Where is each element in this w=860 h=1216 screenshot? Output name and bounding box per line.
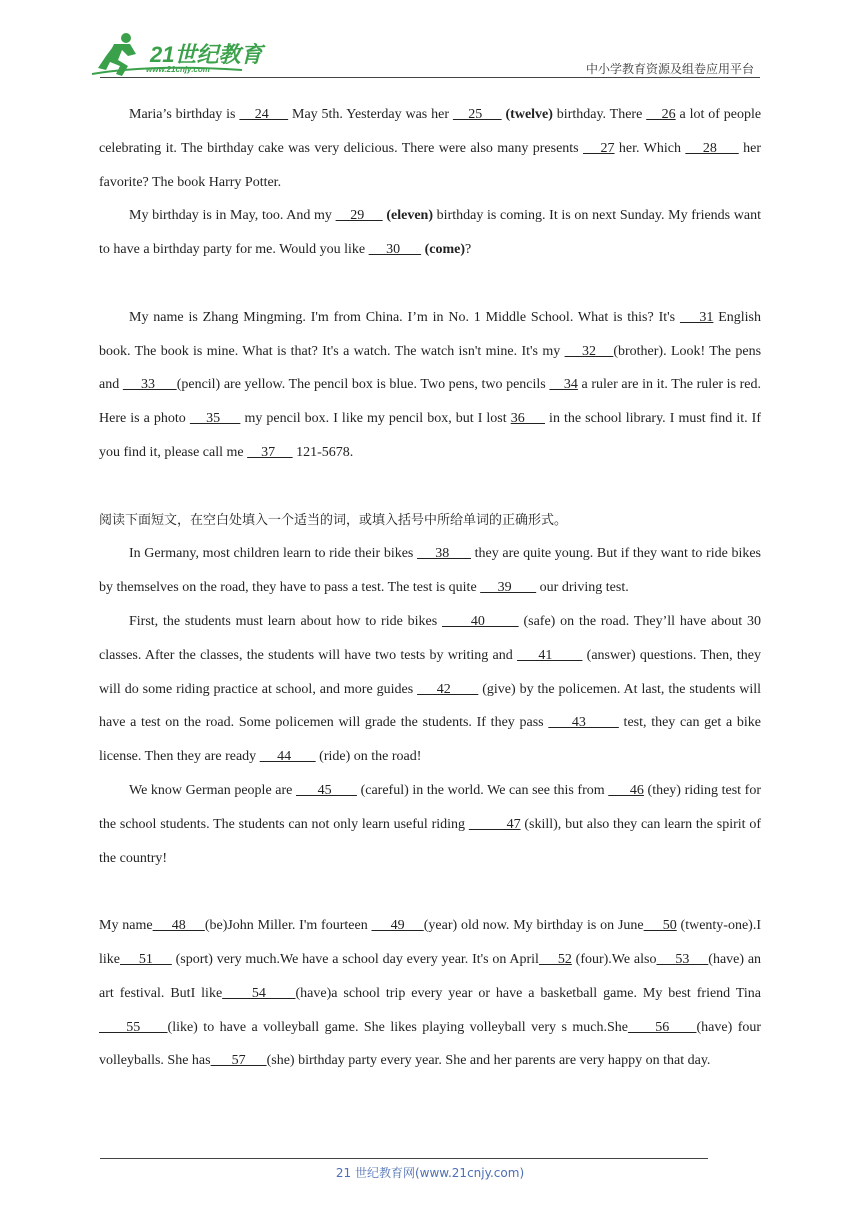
passage1-paragraph1: Maria’s birthday is 24 May 5th. Yesterday was her 25 (twelve) birthday. There 26 a lot of people celebrating it. The birthday cake was very delicious. There were also many presents 27 her. Which 28 her favorite? The book Harry Potter. [99,107,762,190]
blank-33[interactable]: 33 [122,377,177,393]
blank-37[interactable]: 37 [247,444,293,460]
hint-30: (come) [424,242,466,258]
blank-40[interactable]: 40 [441,613,519,629]
page-header [0,0,860,80]
passage4-paragraph: My name 48 (be)John Miller. I'm fourteen 49 (year) old now. My birthday is on June 50 (twenty-one).I like 51 (sport) very much.We have a school day every year. It's on April 52 (four).We also 53 (have) an art festival. ButI like 54 (have)a school trip every year or have a basketball game. My best friend Tina 55 (like) to have a volleyball game. She likes playing volleyball very s much.She 56 (have) four volleyballs. She has 57 (she) birthday party every year. She and her parents are very happy on that day. [99,918,762,1069]
spacer [99,875,761,909]
blank-42[interactable]: 42 [417,681,479,697]
passage3-paragraph3: We know German people are 45 (careful) in the world. We can see this from 46 (they) riding test for the school students. The students can not only learn useful riding 47 (skill), but also they can learn the spirit of the country! [99,782,762,866]
logo-text: 21世纪教育 [150,42,263,67]
blank-28[interactable]: 28 [685,140,739,156]
blank-24[interactable]: 24 [239,107,289,122]
passage2-paragraph: My name is Zhang Mingming. I'm from China. I’m in No. 1 Middle School. What is this? It's 31 English book. The book is mine. What is that? It's a watch. The watch isn't mine. It's my 32 (brother). Look! The pens and 33 (pencil) are yellow. The pencil box is blue. Two pens, two pencils 34 a ruler are in it. The ruler is red. Here is a photo 35 my pencil box. I like my pencil box, but I lost 36 in the school library. I must find it. If you find it, please call me 37 121-5678. [99,309,762,460]
blank-36[interactable]: 36 [510,411,545,427]
logo-url: www.21cnjy.com [146,65,210,74]
blank-34[interactable]: 34 [549,377,578,393]
blank-46[interactable]: 46 [608,782,644,798]
blank-43[interactable]: 43 [548,715,619,731]
blank-38[interactable]: 38 [417,546,472,562]
blank-56[interactable]: 56 [627,1019,697,1035]
blank-39[interactable]: 39 [480,580,537,596]
blank-41[interactable]: 41 [517,647,583,663]
passage3-paragraph1: In Germany, most children learn to ride their bikes 38 they are quite young. But if they want to ride bikes by themselves on the road, they have to pass a test. The test is quite 39 our driving test. [99,546,762,596]
passage3-paragraph2: First, the students must learn about how to ride bikes 40 (safe) on the road. They’ll have about 30 classes. After the classes, the students will have two tests by writing and 41 (answer) questions. Then, they will do some riding practice at school, and more guides 42 (give) by the policemen. At last, the students will have a test on the road. Some policemen will grade the students. If they pass 43 test, they can get a bike license. Then they are ready 44 (ride) on the road! [99,613,762,765]
blank-32[interactable]: 32 [564,343,614,359]
footer-divider [100,1158,708,1159]
blank-26[interactable]: 26 [646,107,676,122]
footer-text[interactable]: 21 世纪教育网(www.21cnjy.com) [335,1166,525,1180]
hint-29: (eleven) [386,208,433,224]
blank-47[interactable]: 47 [468,816,521,832]
blank-35[interactable]: 35 [189,411,241,427]
blank-30[interactable]: 30 [368,242,422,258]
blank-45[interactable]: 45 [295,782,357,798]
blank-31[interactable]: 31 [679,309,714,325]
passage3-instruction: 阅读下面短文，在空白处填入一个适当的词，或填入括号中所给单词的正确形式。 [99,512,568,528]
blank-57[interactable]: 57 [210,1053,267,1069]
blank-48[interactable]: 48 [152,918,205,934]
document-body [99,98,761,1078]
blank-52[interactable]: 52 [538,951,572,967]
blank-51[interactable]: 51 [120,951,172,967]
blank-27[interactable]: 27 [583,140,615,156]
passage1-paragraph2: My birthday is in May, too. And my 29 (eleven) birthday is coming. It is on next Sunday. My friends want to have a birthday party for me. Would you like 30 (come)? [99,208,762,258]
spacer [99,470,761,504]
blank-44[interactable]: 44 [259,749,316,765]
blank-55[interactable]: 55 [99,1019,168,1035]
header-divider [100,77,760,78]
blank-25[interactable]: 25 [452,107,502,122]
blank-29[interactable]: 29 [335,208,383,224]
blank-50[interactable]: 50 [643,918,677,934]
header-platform-title: 中小学教育资源及组卷应用平台 [585,62,754,76]
spacer [99,267,761,301]
blank-53[interactable]: 53 [656,951,709,967]
blank-49[interactable]: 49 [371,918,424,934]
hint-25: (twelve) [505,107,553,122]
blank-54[interactable]: 54 [222,985,296,1001]
